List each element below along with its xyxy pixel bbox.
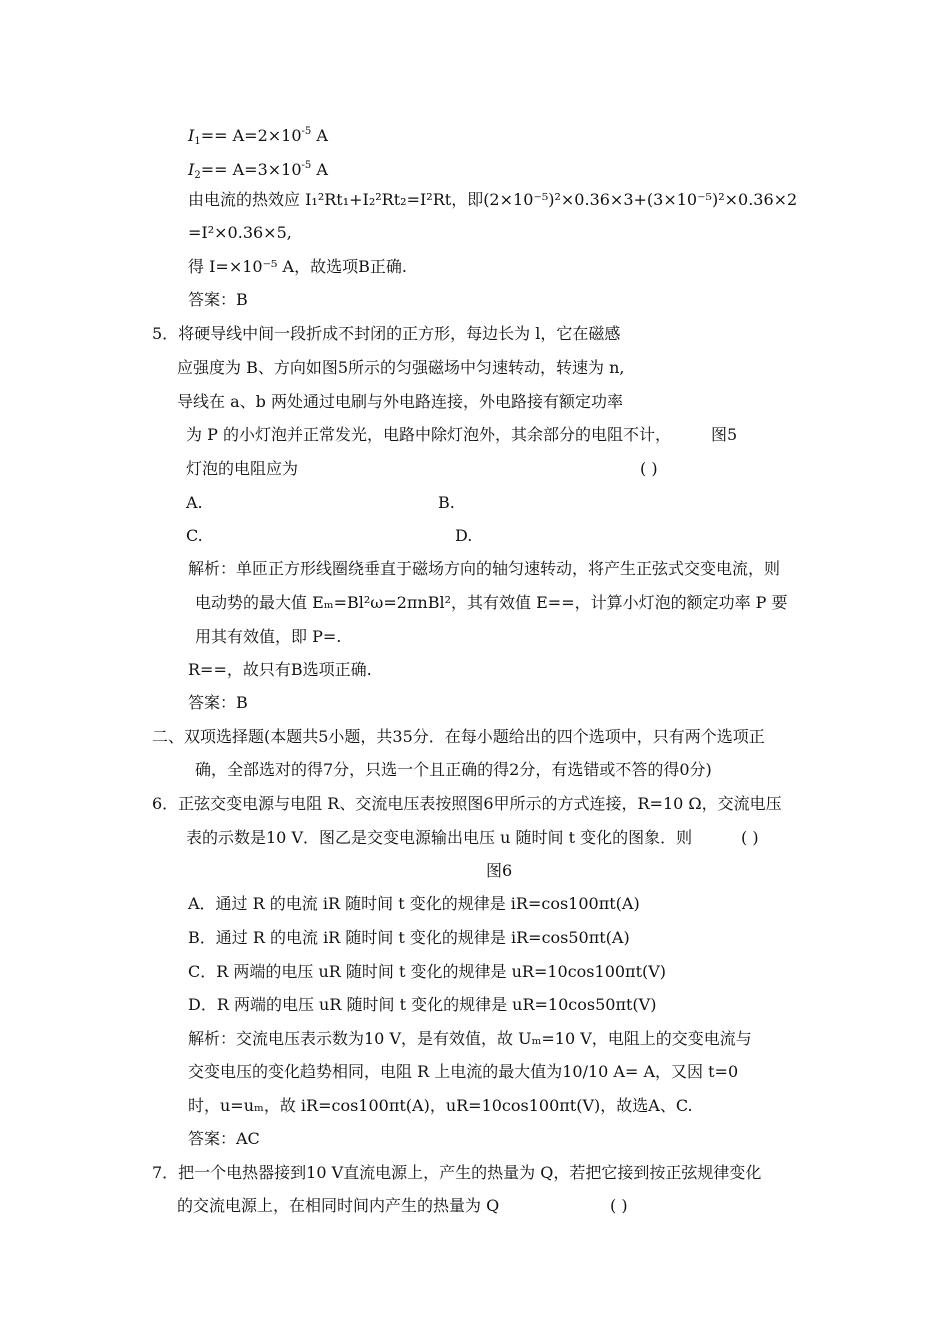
i1-value: == A=2×10 (200, 126, 302, 145)
q6-option-d: D．R 两端的电压 uR 随时间 t 变化的规律是 uR=10cos50πt(V) (188, 995, 657, 1014)
q5-answer: 答案：B (188, 693, 248, 712)
q5-stem-line4: 为 P 的小灯泡并正常发光，电路中除灯泡外，其余部分的电阻不计， (186, 425, 671, 444)
q6-analysis-line2: 交变电压的变化趋势相同，电阻 R 上电流的最大值为10/10 A= A，又因 t=0 (188, 1062, 739, 1081)
q5-option-a: A. (186, 493, 203, 512)
q5-figure-label: 图5 (711, 425, 738, 444)
q7-stem-line2: 的交流电源上，在相同时间内产生的热量为 Q (177, 1196, 500, 1215)
q4-answer: 答案：B (188, 290, 248, 309)
i2-exponent: -5 (301, 160, 312, 171)
q6-answer-bracket: ( ) (741, 828, 759, 847)
q5-option-c: C. (186, 526, 203, 545)
q5-analysis-line1: 解析：单匝正方形线圈绕垂直于磁场方向的轴匀速转动，将产生正弦式交变电流，则 (188, 559, 781, 578)
i1-subscript: 1 (194, 136, 201, 147)
q6-option-c: C．R 两端的电压 uR 随时间 t 变化的规律是 uR=10cos100πt(V) (188, 962, 667, 981)
q5-analysis-line2: 电动势的最大值 Eₘ=Bl²ω=2πnBl²，其有效值 E==，计算小灯泡的额定功率 P 要 (195, 593, 788, 612)
i1-symbol: I (188, 126, 195, 145)
q6-analysis-line3: 时，u=uₘ，故 iR=cos100πt(A)，uR=10cos100πt(V)，故选A、C. (188, 1096, 693, 1115)
q5-stem-line1: 5．将硬导线中间一段折成不封闭的正方形，每边长为 l，它在磁感 (152, 324, 621, 343)
i1-exponent: -5 (301, 126, 312, 137)
q5-analysis-line3: 用其有效值，即 P=. (195, 627, 342, 646)
q7-stem-line1: 7．把一个电热器接到10 V直流电源上，产生的热量为 Q，若把它接到按正弦规律变化 (152, 1163, 762, 1182)
q6-answer: 答案：AC (188, 1129, 260, 1148)
q4-current-i2 (188, 155, 328, 187)
section2-heading-line1: 二、双项选择题(本题共5小题，共35分．在每小题给出的四个选项中，只有两个选项正 (152, 727, 765, 746)
q5-analysis-line4: R==，故只有B选项正确. (188, 660, 372, 679)
q6-option-b: B．通过 R 的电流 iR 随时间 t 变化的规律是 iR=cos50πt(A) (188, 928, 630, 947)
i2-subscript: 2 (194, 170, 201, 181)
q4-current-i1 (188, 121, 328, 153)
i2-unit: A (311, 160, 328, 179)
q5-option-d: D. (455, 526, 473, 545)
q5-option-b: B. (438, 493, 455, 512)
q6-stem-line2: 表的示数是10 V．图乙是交变电源输出电压 u 随时间 t 变化的图象．则 (186, 828, 693, 847)
q6-figure-label: 图6 (486, 861, 513, 880)
q5-stem-line2: 应强度为 B、方向如图5所示的匀强磁场中匀速转动，转速为 n, (177, 358, 625, 377)
q7-answer-bracket: ( ) (610, 1196, 628, 1215)
q6-option-a: A．通过 R 的电流 iR 随时间 t 变化的规律是 iR=cos100πt(A) (188, 894, 640, 913)
i2-value: == A=3×10 (200, 160, 302, 179)
q5-stem-line5: 灯泡的电阻应为 (186, 459, 299, 478)
section2-heading-line2: 确，全部选对的得7分，只选一个且正确的得2分，有选错或不答的得0分) (195, 760, 712, 779)
q5-stem-line3: 导线在 a、b 两处通过电刷与外电路连接，外电路接有额定功率 (177, 392, 623, 411)
i2-symbol: I (188, 160, 195, 179)
q4-heat-equation: 由电流的热效应 I₁²Rt₁+I₂²Rt₂=I²Rt，即(2×10⁻⁵)²×0.36×3+(3×10⁻⁵)²×0.36×2 (188, 190, 798, 209)
q4-result: 得 I=×10⁻⁵ A，故选项B正确. (188, 257, 407, 276)
q6-analysis-line1: 解析：交流电压表示数为10 V，是有效值，故 Uₘ=10 V，电阻上的交变电流与 (188, 1029, 752, 1048)
q5-answer-bracket: ( ) (640, 459, 658, 478)
q4-heat-equation-cont: =I²×0.36×5, (188, 223, 292, 242)
i1-unit: A (311, 126, 328, 145)
q6-stem-line1: 6．正弦交变电源与电阻 R、交流电压表按照图6甲所示的方式连接，R=10 Ω，交流电压 (152, 794, 782, 813)
